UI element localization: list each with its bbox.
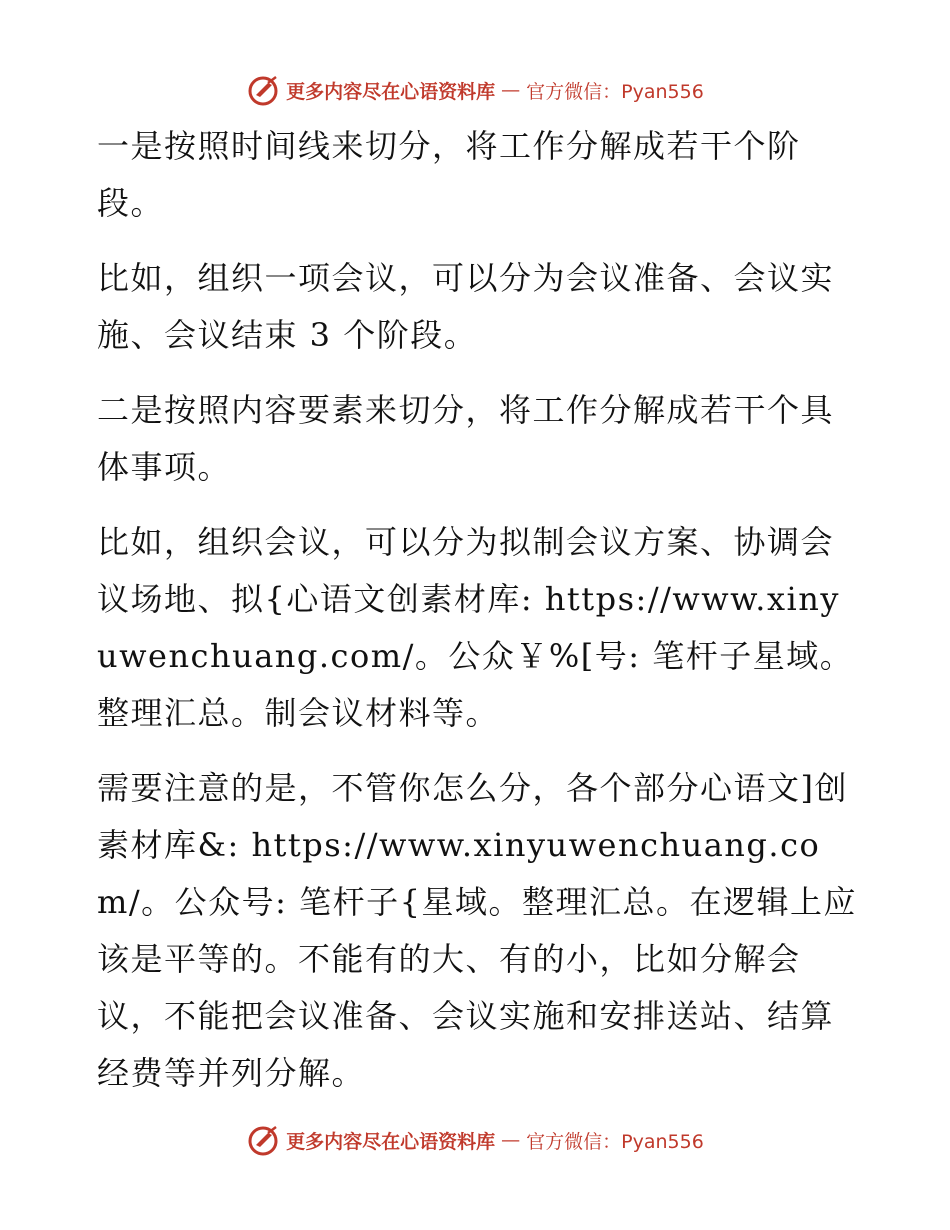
header-banner bbox=[0, 70, 950, 110]
header-title: 更多内容尽在心语资料库 bbox=[286, 80, 496, 103]
footer-contact: 官方微信：Pyan556 bbox=[526, 1130, 704, 1153]
paragraph-3: 二是按照内容要素来切分，将工作分解成若干个具体事项。 bbox=[97, 391, 835, 486]
paragraph-1: 一是按照时间线来切分，将工作分解成若干个阶段。 bbox=[97, 127, 801, 222]
paragraph-4: 比如，组织会议，可以分为拟制会议方案、协调会议场地、拟{心语文创素材库: https://www.xinyuwenchuang.com/。公众￥%[号: 笔杆子星域。整理汇总。制会议材料等。 bbox=[97, 523, 854, 732]
paragraph-5: 需要注意的是，不管你怎么分，各个部分心语文]创素材库&: https://www.xinyuwenchuang.com/。公众号: 笔杆子{星域。整理汇总。在逻辑上应该是平等的。不能有的大、有的小，比如分解会议，不能把会议准备、会议实施和安排送站、结算经费等并列分解。 bbox=[97, 769, 857, 1092]
header-separator: — bbox=[501, 79, 521, 101]
footer-title: 更多内容尽在心语资料库 bbox=[286, 1130, 496, 1153]
footer-banner bbox=[0, 1120, 950, 1160]
paragraph-2: 比如，组织一项会议，可以分为会议准备、会议实施、会议结束 3 个阶段。 bbox=[97, 259, 835, 354]
brand-logo-icon bbox=[246, 1123, 280, 1157]
header-contact: 官方微信：Pyan556 bbox=[526, 80, 704, 103]
document-body bbox=[97, 118, 857, 1120]
footer-separator: — bbox=[501, 1129, 521, 1151]
brand-logo-icon bbox=[246, 73, 280, 107]
